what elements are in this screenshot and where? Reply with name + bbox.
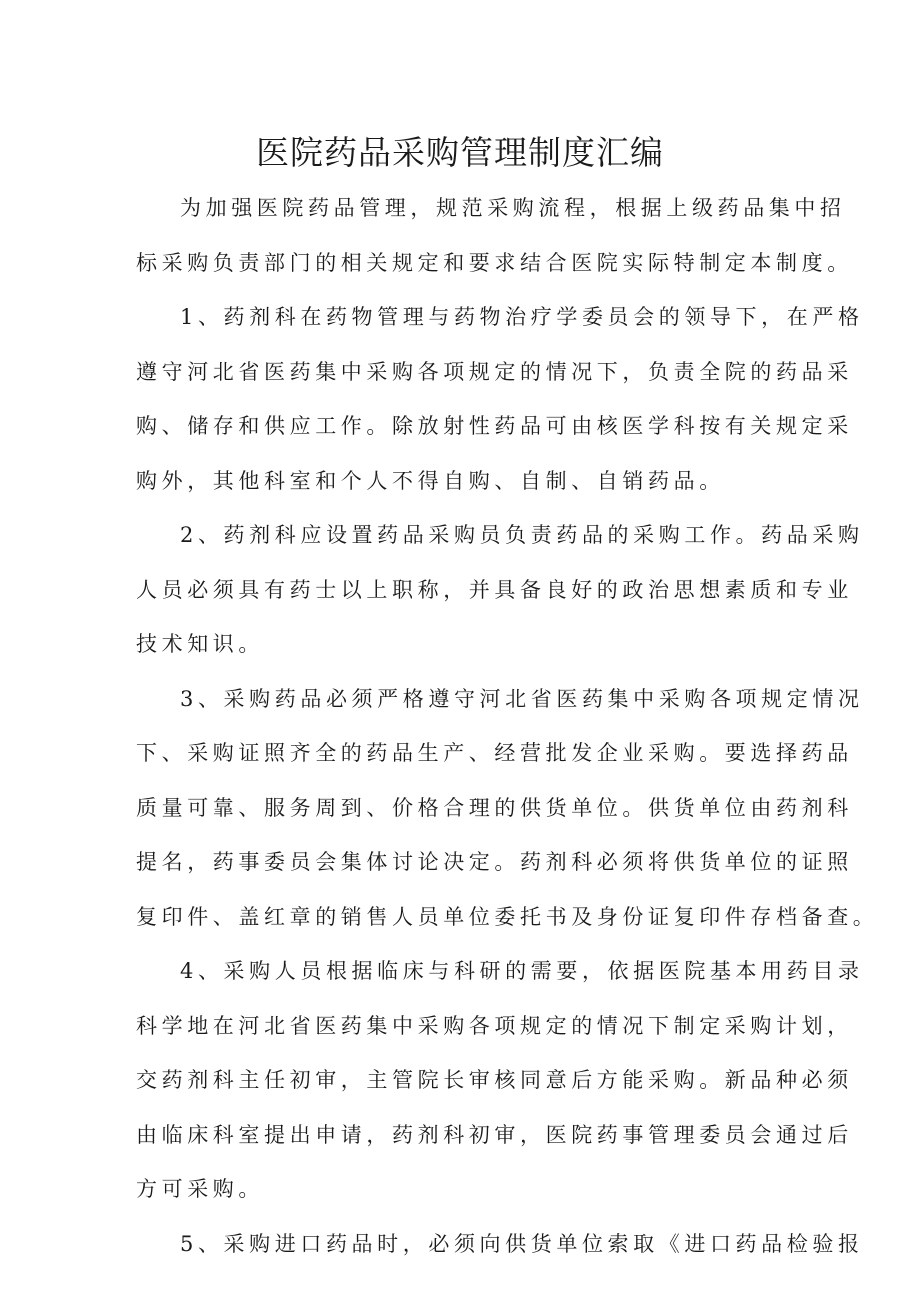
text-line: 由临床科室提出申请，药剂科初审，医院药事管理委员会通过后 — [136, 1122, 853, 1147]
text-line: 提名，药事委员会集体讨论决定。药剂科必须将供货单位的证照 — [136, 850, 853, 874]
paragraph-item-5 — [136, 1217, 864, 1272]
text-line: 人员必须具有药士以上职称，并具备良好的政治思想素质和专业 — [136, 577, 853, 602]
text-line: 购、储存和供应工作。除放射性药品可由核医学科按有关规定采 — [136, 414, 853, 438]
document-body — [136, 181, 879, 1271]
text-line: 为加强医院药品管理，规范采购流程，根据上级药品集中招 — [180, 196, 846, 220]
text-line: 质量可靠、服务周到、价格合理的供货单位。供货单位由药剂科 — [136, 795, 853, 820]
text-line: 标采购负责部门的相关规定和要求结合医院实际特制定本制度。 — [136, 250, 853, 275]
text-line: 1、药剂科在药物管理与药物治疗学委员会的领导下，在严格 — [180, 305, 864, 329]
text-line: 2、药剂科应设置药品采购员负责药品的采购工作。药品采购 — [180, 523, 864, 547]
text-line: 4、采购人员根据临床与科研的需要，依据医院基本用药目录 — [180, 959, 864, 983]
paragraph-item-4 — [136, 944, 864, 1217]
paragraph-intro — [136, 181, 853, 290]
text-line: 复印件、盖红章的销售人员单位委托书及身份证复印件存档备查。 — [136, 904, 879, 929]
paragraph-item-3 — [136, 672, 879, 945]
text-line: 科学地在河北省医药集中采购各项规定的情况下制定采购计划， — [136, 1013, 853, 1038]
document-title: 医院药品采购管理制度汇编 — [256, 133, 664, 172]
text-line: 下、采购证照齐全的药品生产、经营批发企业采购。要选择药品 — [136, 741, 853, 765]
text-line: 技术知识。 — [136, 632, 264, 656]
text-line: 方可采购。 — [136, 1177, 264, 1201]
paragraph-item-1 — [136, 290, 864, 508]
text-line: 5、采购进口药品时，必须向供货单位索取《进口药品检验报 — [180, 1231, 864, 1256]
paragraph-item-2 — [136, 508, 864, 672]
text-line: 交药剂科主任初审，主管院长审核同意后方能采购。新品种必须 — [136, 1068, 853, 1092]
text-line: 遵守河北省医药集中采购各项规定的情况下，负责全院的药品采 — [136, 359, 853, 384]
text-line: 3、采购药品必须严格遵守河北省医药集中采购各项规定情况 — [180, 686, 864, 711]
text-line: 购外，其他科室和个人不得自购、自制、自销药品。 — [136, 468, 725, 493]
